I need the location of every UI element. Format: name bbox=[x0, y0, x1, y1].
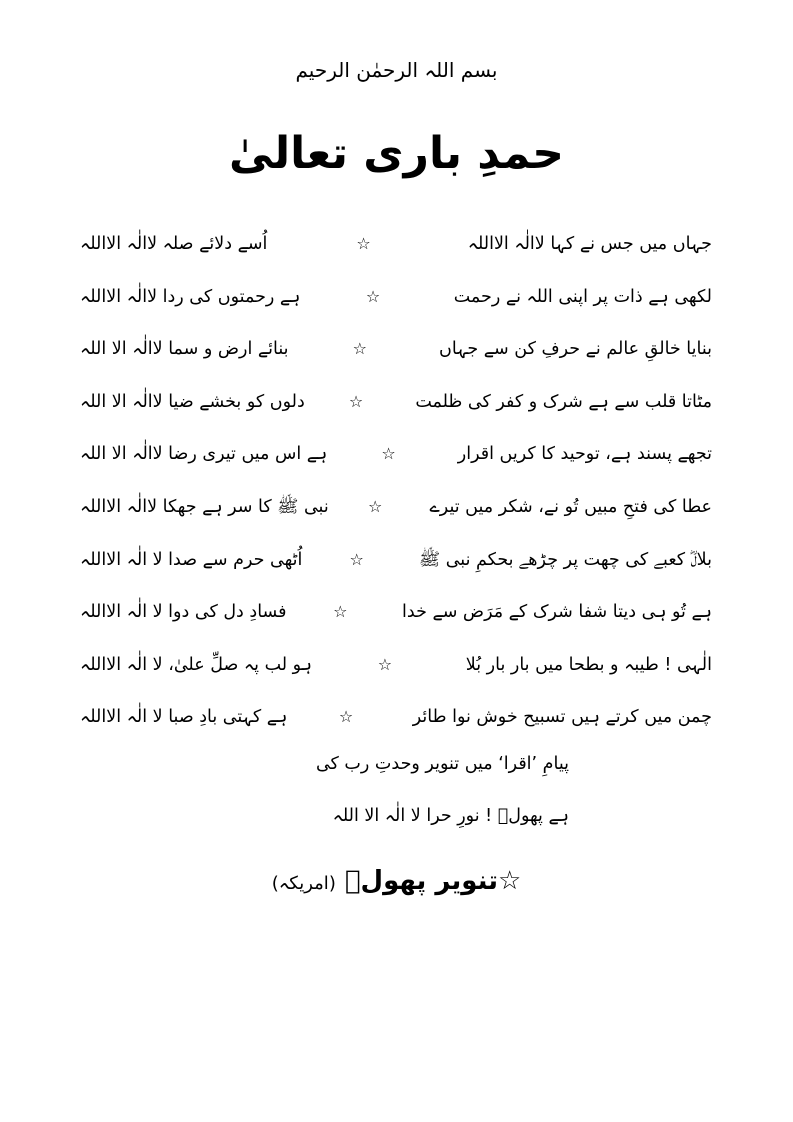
poem-body bbox=[80, 218, 712, 744]
star-separator-icon: ☆ bbox=[377, 654, 393, 674]
author-name: ☆تنویر پھولؔ bbox=[344, 866, 522, 896]
line-second-half: ہے اس میں تیری رضا لاالٰہ الا اللہ bbox=[79, 444, 328, 465]
line-first-half: ہے تُو ہی دیتا شفا شرک کے مَرَض سے خدا bbox=[402, 602, 712, 623]
bismillah-heading: بسم اللہ الرحمٰن الرحیم bbox=[295, 58, 498, 82]
line-second-half: ہے رحمتوں کی ردا لاالٰہ الااللہ bbox=[80, 286, 301, 307]
line-second-half: ہو لب پہ صلِّ علیٰ، لا الٰہ الااللہ bbox=[80, 654, 312, 675]
poem-line bbox=[80, 376, 712, 429]
line-second-half: اُسے دلائے صلہ لاالٰہ الااللہ bbox=[80, 234, 268, 254]
star-separator-icon: ☆ bbox=[338, 707, 354, 727]
line-second-half: بنائے ارض و سما لاالٰہ الا اللہ bbox=[80, 339, 289, 360]
line-first-half: مٹاتا قلب سے ہے شرک و کفر کی ظلمت bbox=[415, 391, 712, 412]
star-separator-icon: ☆ bbox=[381, 444, 396, 464]
line-first-half: بنایا خالقِ عالم نے حرفِ کن سے جہاں bbox=[438, 339, 712, 360]
closing-line-text: پیامِ ’اقرا‘ میں تنویر وحدتِ رب کی bbox=[315, 754, 569, 774]
poem-line bbox=[80, 691, 712, 744]
line-second-half: دلوں کو بخشے ضیا لاالٰہ الا اللہ bbox=[80, 391, 305, 412]
line-first-half: تجھے پسند ہے، توحید کا کریں اقرار bbox=[457, 444, 712, 465]
star-separator-icon: ☆ bbox=[349, 549, 364, 569]
star-separator-icon: ☆ bbox=[367, 496, 383, 516]
poem-line bbox=[80, 481, 712, 534]
line-first-half: لکھی ہے ذات پر اپنی اللہ نے رحمت bbox=[453, 286, 712, 307]
author-signature bbox=[0, 866, 793, 896]
line-first-half: عطا کی فتحِ مبیں تُو نے، شکر میں تیرے bbox=[429, 496, 712, 517]
line-second-half: فسادِ دل کی دوا لا الٰہ الااللہ bbox=[79, 602, 287, 623]
poem-line bbox=[80, 271, 712, 324]
line-second-half: ہے کہتی بادِ صبا لا الٰہ الااللہ bbox=[80, 707, 288, 728]
poem-title: حمدِ باری تعالیٰ bbox=[229, 128, 564, 179]
poem-line bbox=[80, 639, 712, 692]
closing-line-text: ہے پھولؔ ! نورِ حرا لا الٰہ الا اللہ bbox=[332, 806, 569, 826]
poem-line bbox=[80, 428, 712, 481]
star-separator-icon: ☆ bbox=[356, 234, 371, 253]
line-second-half: اُٹھی حرم سے صدا لا الٰہ الااللہ bbox=[79, 549, 303, 570]
star-separator-icon: ☆ bbox=[333, 602, 348, 622]
line-first-half: چمن میں کرتے ہیں تسبیح خوش نوا طائر bbox=[412, 707, 712, 728]
line-first-half: بلالؓ کعبے کی چھت پر چڑھے بحکمِ نبی ﷺ bbox=[419, 549, 712, 570]
star-separator-icon: ☆ bbox=[352, 339, 367, 359]
line-first-half: الٰہی ! طیبہ و بطحا میں بار بار بُلا bbox=[465, 654, 712, 675]
line-first-half: جہاں میں جس نے کہا لاالٰہ الااللہ bbox=[467, 234, 712, 254]
author-country: (امریکہ) bbox=[271, 873, 336, 894]
poem-line bbox=[80, 534, 712, 587]
star-separator-icon: ☆ bbox=[348, 391, 364, 411]
line-second-half: نبی ﷺ کا سر ہے جھکا لاالٰہ الااللہ bbox=[80, 496, 329, 517]
poem-line bbox=[80, 218, 712, 271]
star-separator-icon: ☆ bbox=[365, 286, 381, 306]
poem-line bbox=[80, 586, 712, 639]
poem-line bbox=[80, 323, 712, 376]
